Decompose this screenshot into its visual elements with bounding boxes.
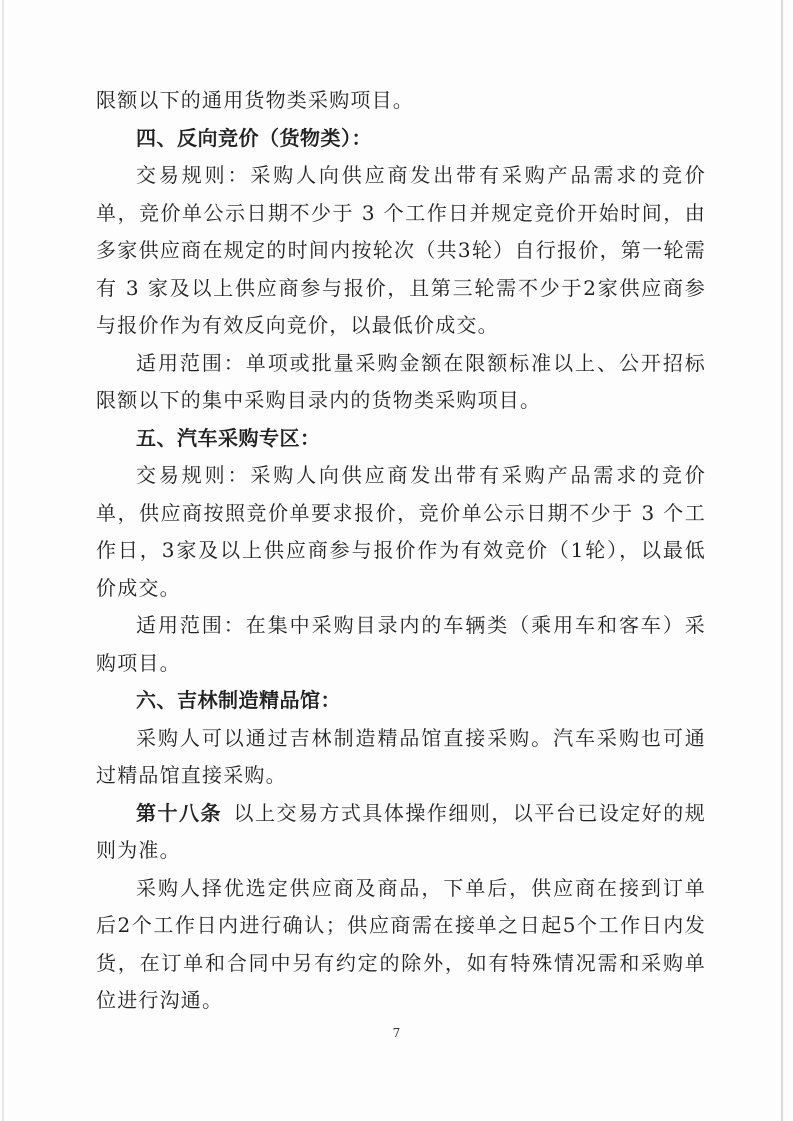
article-18 [96, 795, 706, 870]
continuation-line: 限额以下的通用货物类采购项目。 [96, 88, 414, 112]
section-4-rules: 交易规则：采购人向供应商发出带有采购产品需求的竞价单，竞价单公示日期不少于 3 个工作日并规定竞价开始时间，由多家供应商在规定的时间内按轮次（共3轮）自行报价，第一轮需有 3 家及以上供应商参与报价，且第三轮需不少于2家供应商参与报价作为有效反向竞价，以最低价成交。 [96, 163, 706, 337]
page-number: 7 [392, 1026, 401, 1040]
section-5-rules: 交易规则：采购人向供应商发出带有采购产品需求的竞价单，供应商按照竞价单要求报价，竞价单公示日期不少于 3 个工作日，3家及以上供应商参与报价作为有效竞价（1轮），以最低价成交。 [96, 463, 706, 600]
article-18-text: 以上交易方式具体操作细则，以平台已设定好的规则为准。 [96, 800, 706, 862]
section-6-body: 采购人可以通过吉林制造精品馆直接采购。汽车采购也可通过精品馆直接采购。 [96, 725, 706, 787]
scan-edge-right [781, 0, 783, 1121]
section-5-heading: 五、汽车采购专区： [136, 425, 321, 450]
section-4-scope: 适用范围：单项或批量采购金额在限额标准以上、公开招标限额以下的集中采购目录内的货物类采购项目。 [96, 350, 706, 412]
article-18-label: 第十八条 [136, 800, 222, 825]
section-4-heading: 四、反向竞价（货物类）： [136, 125, 372, 150]
scan-edge-left [2, 0, 4, 1121]
section-5-scope: 适用范围：在集中采购目录内的车辆类（乘用车和客车）采购项目。 [96, 613, 706, 675]
closing-paragraph: 采购人择优选定供应商及商品，下单后，供应商在接到订单后2个工作日内进行确认；供应商需在接单之日起5个工作日内发货，在订单和合同中另有约定的除外，如有特殊情况需和采购单位进行沟通。 [96, 875, 706, 1012]
document-body [96, 82, 706, 1020]
section-6-heading: 六、吉林制造精品馆： [136, 688, 341, 712]
